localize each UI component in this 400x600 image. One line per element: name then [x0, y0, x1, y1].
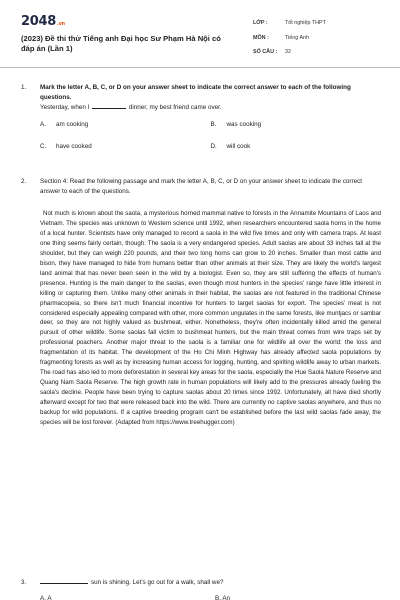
- options-row: [40, 142, 381, 152]
- meta-row-subject: [253, 31, 383, 46]
- meta-value: Tiếng Anh: [285, 34, 310, 41]
- question-instruction: Section 4: Read the following passage and mark the letter A, B, C, or D on your answer sheet to indicate the correct answer to each of the questions.: [40, 178, 363, 195]
- site-logo[interactable]: [21, 14, 65, 29]
- option-letter: A.: [40, 595, 46, 600]
- option-a[interactable]: [40, 120, 211, 130]
- option-b[interactable]: [215, 594, 230, 600]
- option-d[interactable]: [211, 142, 382, 152]
- question-number: 3.: [21, 579, 27, 586]
- question-2: [21, 177, 381, 197]
- option-letter: B.: [215, 595, 221, 600]
- question-number: 1.: [21, 84, 27, 91]
- option-text: was cooking: [226, 121, 262, 128]
- option-letter: C.: [40, 143, 47, 150]
- question-instruction: Mark the letter A, B, C, or D on your answer sheet to indicate the correct answer to each of the following questions.: [40, 84, 351, 101]
- page-title: (2023) Đề thi thử Tiếng anh Đại học Sư Phạm Hà Nội có đáp án (Lần 1): [21, 34, 221, 53]
- reading-passage: Not much is known about the saola, a mysterious horned mammal native to forests in the Annamite Mountains of Laos and Vietnam. The species was unknown to Western science until 1992, when researchers encountered saola horns in the home of a local hunter. Scientists have only managed to record a saola in the wild five times and only with camera traps. At least one thing seems fairly certain, though: The saola is a very endangered species. Adult saolas are about 33 inches tall at the shoulder, but they can weigh 220 pounds, and their two long horns can grow to 20 inches. Smaller than most cattle and bison, they have managed to hide from humans better than other animals at their size. They are likely the world's largest land animal that has never been seen in the wild by a biologist. Even so, they are still suffering the effects of human's presence. Hunting is the main danger to the saolas, even though most hunters in the species' range have little interest in killing or capturing them. Unlike many other animals in their habitat, the saolas are not featured in the traditional Chinese pharmacopeia, so there isn't much financial incentive for hunters to target saolas for export. The species' meat is not considered especially appealing compared with other, more common ungulates in the same forests, like muntjacs or sambar deer, so they are not highly valued as bushmeat, either. Nonetheless, they're often incidentally killed amid the general pursuit of other wildlife. Some saolas fall victim to bushmeat hunters, but the main threat comes from wire traps set by professional poachers. Another major threat to the saola is a familiar one for wildlife all over the world: the loss and fragmentation of its habitat. The development of the Ho Chi Minh Highway has already affected saola populations by fragmenting forests as well as by increasing human access for logging, hunting, and spiriting wildlife away to urban markets. The road has also led to more deforestation in several key areas for the saola, especially the Hue Saola Nature Reserve and Quang Nam Saola Reserve. The high growth rate in human populations will likely add to the pressures already fueling the saola's decline. People have been trying to capture saolas about 20 times since 1992. Unfortunately, all have died shortly afterward except for two that were released back into the wild. There are currently no captive saolas anywhere, and thus no backup for wild populations. If a captive breeding program can't be established before the last wild saolas fade away, the species will be lost forever. (Adapted from https://www.treehugger.com): [40, 210, 381, 427]
- document-header: [0, 0, 400, 62]
- question-1: [21, 83, 381, 152]
- meta-row-question-count: [253, 45, 383, 60]
- option-letter: A.: [40, 121, 46, 128]
- meta-row-class: [253, 16, 383, 31]
- option-a[interactable]: [40, 594, 52, 600]
- meta-key: LỚP :: [253, 20, 268, 27]
- option-text: will cook: [226, 143, 251, 150]
- exam-meta-table: [253, 16, 383, 60]
- logo-suffix: .vn: [56, 21, 65, 27]
- logo-text: 2048: [21, 14, 56, 29]
- stem-before: Yesterday, when I: [40, 104, 90, 111]
- meta-key: MÔN :: [253, 34, 269, 41]
- stem-tail: shall we?: [197, 579, 224, 586]
- answer-blank: [92, 103, 126, 109]
- meta-key: SỐ CÂU :: [253, 49, 278, 56]
- option-c[interactable]: [40, 142, 211, 152]
- option-letter: D.: [210, 143, 217, 150]
- answer-blank: [40, 578, 88, 584]
- option-text: An: [222, 595, 231, 600]
- stem-after: dinner, my best friend came over.: [128, 104, 222, 111]
- option-text: A: [47, 595, 52, 600]
- option-text: am cooking: [56, 121, 89, 128]
- stem-after: sun is shining. Let's go out for a walk,: [91, 579, 196, 586]
- option-b[interactable]: [211, 120, 382, 130]
- meta-value: Tốt nghiệp THPT: [285, 20, 326, 27]
- question-3: [21, 578, 381, 600]
- header-divider: [0, 67, 400, 68]
- options-row: [40, 120, 381, 130]
- option-text: have cooked: [56, 143, 92, 150]
- meta-value: 32: [285, 49, 291, 56]
- question-stem: [40, 103, 381, 113]
- option-letter: B.: [210, 121, 217, 128]
- question-number: 2.: [21, 178, 27, 185]
